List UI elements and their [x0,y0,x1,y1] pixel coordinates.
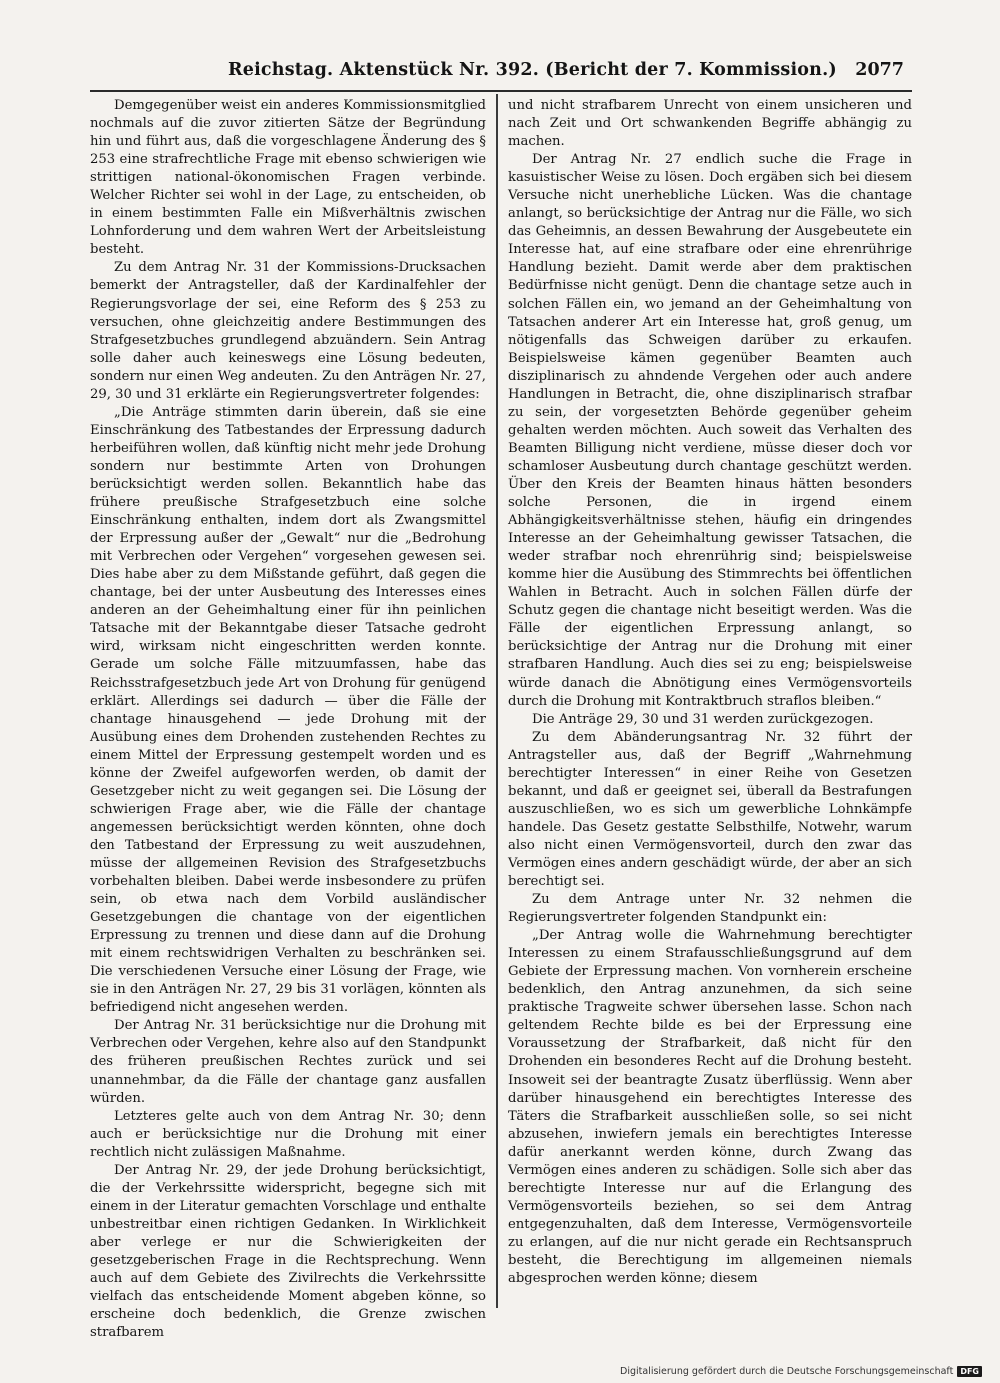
paragraph: Zu dem Abänderungsantrag Nr. 32 führt der Antragsteller aus, daß der Begriff „Wahrnehmung berechtigter Interessen“ in einer Reihe von Gesetzen bekannt, und daß er geeignet sei, überall da Bestrafungen auszuschließen, wo es sich um gewerbliche Lohnkämpfe handele. Das Gesetz gestatte Selbsthilfe, Notwehr, warum also nicht einen Vermögensvorteil, durch den zwar das Vermögen eines andern geschädigt würde, der aber an sich berechtigt sei. [508,729,912,890]
right-column [508,97,912,1312]
page-header [90,58,910,88]
header-rule [90,90,912,92]
left-column [90,97,486,1341]
paragraph: Der Antrag Nr. 27 endlich suche die Frage in kasuistischer Weise zu lösen. Doch ergäben sich bei diesem Versuche nicht unerhebliche Lücken. Was die chantage anlangt, so berücksichtige der Antrag nur die Fälle, wo sich das Geheimnis, an dessen Bewahrung der Ausgebeutete ein Interesse hat, auf eine strafbare oder eine ehrenrührige Handlung bezieht. Damit werde aber dem praktischen Bedürfnisse nicht genügt. Denn die chantage setze auch in solchen Fällen ein, wo jemand an der Geheimhaltung von Tatsachen anderer Art ein Interesse hat, groß genug, um nötigenfalls das Schweigen darüber zu erkaufen. Beispielsweise kämen gegenüber Beamten auch disziplinarisch zu ahndende Vergehen oder auch andere Handlungen in Betracht, die, ohne disziplinarisch strafbar zu sein, der vorgesetzten Behörde gegenüber geheim gehalten werden möchten. Auch soweit das Verhalten des Beamten Billigung nicht verdiene, müsse dieser doch vor schamloser Ausbeutung durch chantage geschützt werden. Über den Kreis der Beamten hinaus hätten besonders solche Personen, die in irgend einem Abhängigkeitsverhältnisse stehen, häufig ein dringendes Interesse an der Geheimhaltung gewisser Tatsachen, die weder strafbar noch ehrenrührig sind; beispielsweise komme hier die Ausübung des Stimmrechts bei öffentlichen Wahlen in Betracht. Auch in solchen Fällen dürfe der Schutz gegen die chantage nicht beseitigt werden. Was die Fälle der eigentlichen Erpressung anlangt, so berücksichtige der Antrag nur die Drohung mit einer strafbaren Handlung. Auch dies sei zu eng; beispielsweise würde danach die Abnötigung eines Vermögensvorteils durch die Drohung mit Kontraktbruch straflos bleiben.“ [508,152,912,709]
paragraph: und nicht strafbarem Unrecht von einem unsicheren und nach Zeit und Ort schwankenden Begriffe abhängig zu machen. [508,98,912,150]
paragraph: Zu dem Antrag Nr. 31 der Kommissions-Drucksachen bemerkt der Antragsteller, daß der Kardinalfehler der Regierungsvorlage der sei, eine Reform des § 253 zu versuchen, ohne gleichzeitig andere Bestimmungen des Strafgesetzbuches grundlegend abzuändern. Sein Antrag solle daher auch keineswegs eine Lösung bedeuten, sondern nur einen Weg andeuten. Zu den Anträgen Nr. 27, 29, 30 und 31 erklärte ein Regierungsvertreter folgendes: [90,260,486,402]
running-title: Reichstag. Aktenstück Nr. 392. (Bericht der 7. Kommission.) [228,60,837,80]
paragraph: Demgegenüber weist ein anderes Kommissionsmitglied nochmals auf die zuvor zitierten Sätze der Begründung hin und führt aus, daß die vorgeschlagene Änderung des § 253 eine strafrechtliche Frage mit ebenso schwierigen wie strittigen national-ökonomischen Fragen verbinde. Welcher Richter sei wohl in der Lage, zu entscheiden, ob in einem bestimmten Falle ein Mißverhältnis zwischen Lohnforderung und dem wahren Wert der Arbeitsleistung besteht. [90,98,486,258]
digitization-credit [620,1366,982,1377]
paragraph: Der Antrag Nr. 31 berücksichtige nur die Drohung mit Verbrechen oder Vergehen, kehre also auf den Standpunkt des früheren preußischen Rechtes zurück und sei unannehmbar, da die Fälle der chantage ganz ausfallen würden. [90,1018,486,1106]
credit-text: Digitalisierung gefördert durch die Deutsche Forschungsgemeinschaft [620,1366,954,1377]
quoted-statement: „Die Anträge stimmten darin überein, daß sie eine Einschränkung des Tatbestandes der Erpressung dadurch herbeiführen wollen, daß künftig nicht mehr jede Drohung sondern nur bestimmte Arten von Drohungen berücksichtigt werden sollen. Bekanntlich habe das frühere preußische Strafgesetzbuch eine solche Einschränkung enthalten, indem dort als Zwangsmittel der Erpressung außer der „Gewalt“ nur die „Bedrohung mit Verbrechen oder Vergehen“ vorgesehen gewesen sei. Dies habe aber zu dem Mißstande geführt, daß gegen die chantage, bei der unter Ausbeutung des Interesses eines anderen an der Geheimhaltung einer für ihn peinlichen Tatsache mit der Bekanntgabe dieser Tatsache gedroht wird, wirksam nicht eingeschritten werden konnte. Gerade um solche Fälle mitzuumfassen, habe das Reichsstrafgesetzbuch jede Art von Drohung für genügend erklärt. Allerdings sei dadurch — über die Fälle der chantage hinausgehend — jede Drohung mit der Ausübung eines dem Drohenden zustehenden Rechtes zu einem Mittel der Erpressung gestempelt worden und es könne der Zweifel aufgeworfen werden, ob damit der Gesetzgeber nicht zu weit gegangen sei. Die Lösung der schwierigen Frage aber, wie die Fälle der chantage angemessen berücksichtigt werden könnten, ohne doch den Tatbestand der Erpressung zu weit auszudehnen, müsse der allgemeinen Revision des Strafgesetzbuchs vorbehalten bleiben. Dabei werde insbesondere zu prüfen sein, ob etwa nach dem Vorbild ausländischer Gesetzgebungen die chantage von der eigentlichen Erpressung zu trennen und diese dann auf die Drohung mit einem rechtswidrigen Verhalten zu beschränken sei. Die verschiedenen Versuche einer Lösung der Frage, wie sie in den Anträgen Nr. 27, 29 bis 31 vorlägen, könnten als befriedigend nicht angesehen werden. [90,404,486,1016]
quoted-statement: „Der Antrag wolle die Wahrnehmung berechtigter Interessen zu einem Strafausschließungsgrund auf dem Gebiete der Erpressung machen. Von vornherein erscheine bedenklich, den Antrag anzunehmen, da sich seine praktische Tragweite schwer übersehen lasse. Schon nach geltendem Rechte bilde es bei der Erpressung eine Voraussetzung der Strafbarkeit, daß nicht für den Drohenden ein besonderes Recht auf die Drohung besteht. Insoweit sei der beantragte Zusatz überflüssig. Wenn aber darüber hinausgehend ein berechtigtes Interesse des Täters die Strafbarkeit ausschließen solle, so sei nicht abzusehen, inwiefern jemals ein berechtigtes Interesse dafür anerkannt werden könne, durch Zwang das Vermögen eines anderen zu schädigen. Solle sich aber das berechtigte Interesse nur auf die Erlangung des Vermögensvorteils beziehen, so sei dem Antrag entgegenzuhalten, daß dem Interesse, Vermögensvorteile zu erlangen, auf die nur nicht gerade ein Rechtsanspruch besteht, die Berechtigung im allgemeinen niemals abgesprochen werden könne; diesem [508,928,912,1287]
paragraph: Letzteres gelte auch von dem Antrag Nr. 30; denn auch er berücksichtige nur die Drohung mit einer rechtlich nicht zulässigen Maßnahme. [90,1108,486,1160]
column-divider [496,94,498,1308]
page-number: 2077 [855,60,904,80]
paragraph: Die Anträge 29, 30 und 31 werden zurückgezogen. [532,711,874,727]
dfg-logo-icon: DFG [957,1366,982,1377]
paragraph: Der Antrag Nr. 29, der jede Drohung berücksichtigt, die der Verkehrssitte widerspricht, begegne sich mit einem in der Literatur gemachten Vorschlage und enthalte unbestreitbar einen richtigen Gedanken. In Wirklichkeit aber verlege er nur die Schwierigkeiten der gesetzgeberischen Frage in die Rechtsprechung. Wenn auch auf dem Gebiete des Zivilrechts die Verkehrssitte vielfach das entscheidende Moment abgeben könne, so erscheine doch bedenklich, die Grenze zwischen strafbarem [90,1162,486,1341]
paragraph: Zu dem Antrage unter Nr. 32 nehmen die Regierungsvertreter folgenden Standpunkt ein: [508,892,912,926]
